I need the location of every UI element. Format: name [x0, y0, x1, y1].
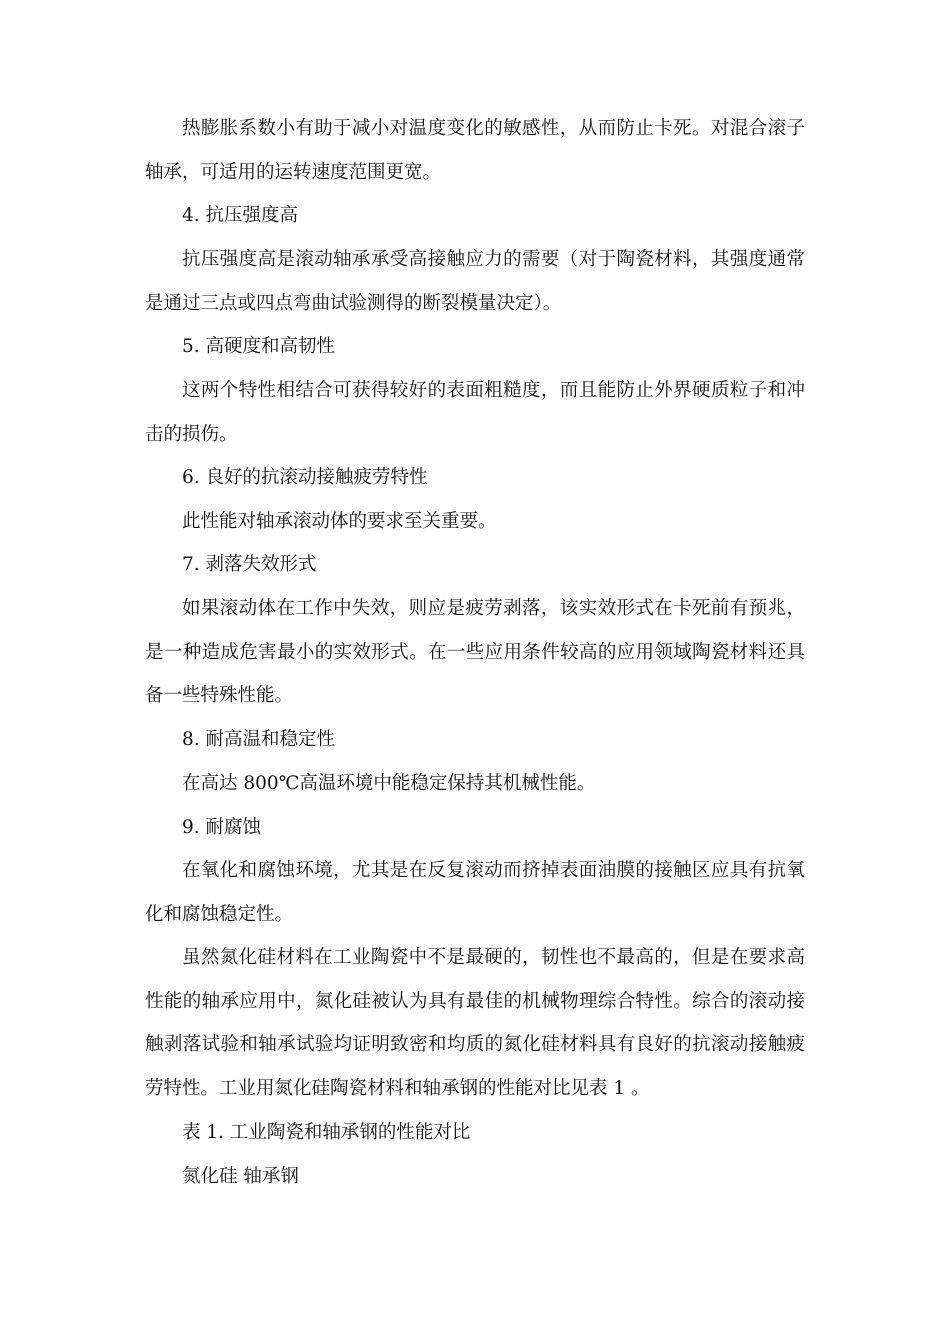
heading-rolling-contact-fatigue: 6. 良好的抗滚动接触疲劳特性	[182, 467, 428, 488]
heading-compressive-strength: 4. 抗压强度高	[182, 205, 299, 226]
heading-corrosion: 9. 耐腐蚀	[182, 817, 262, 838]
table-caption: 表 1. 工业陶瓷和轴承钢的性能对比	[182, 1122, 471, 1143]
heading-hardness-toughness: 5. 高硬度和高韧性	[182, 336, 336, 357]
paragraph-silicon-nitride: 虽然氮化硅材料在工业陶瓷中不是最硬的，韧性也不最高的，但是在要求高性能的轴承应用中，氮化硅被认为具有最佳的机械物理综合特性。综合的滚动接触剥落试验和轴承试验均证明致密和均质的氮化硅材料具有良好的抗滚动接触疲劳特性。工业用氮化硅陶瓷材料和轴承钢的性能对比见表 1 。	[145, 947, 805, 1099]
paragraph-high-temperature: 在高达 800℃高温环境中能稳定保持其机械性能。	[182, 773, 596, 794]
paragraph-thermal-expansion: 热膨胀系数小有助于减小对温度变化的敏感性，从而防止卡死。对混合滚子轴承，可适用的运转速度范围更宽。	[145, 118, 805, 183]
paragraph-compressive-strength: 抗压强度高是滚动轴承承受高接触应力的需要（对于陶瓷材料，其强度通常是通过三点或四点弯曲试验测得的断裂模量决定）。	[145, 249, 805, 314]
paragraph-hardness-toughness: 这两个特性相结合可获得较好的表面粗糙度，而且能防止外界硬质粒子和冲击的损伤。	[145, 380, 805, 445]
table-header-row: 氮化硅 轴承钢	[182, 1166, 299, 1187]
heading-high-temperature: 8. 耐高温和稳定性	[182, 729, 336, 750]
paragraph-corrosion: 在氧化和腐蚀环境，尤其是在反复滚动而挤掉表面油膜的接触区应具有抗氧化和腐蚀稳定性。	[145, 860, 805, 925]
paragraph-rolling-contact-fatigue: 此性能对轴承滚动体的要求至关重要。	[182, 511, 497, 532]
paragraph-spalling-failure: 如果滚动体在工作中失效，则应是疲劳剥落，该实效形式在卡死前有预兆，是一种造成危害最小的实效形式。在一些应用条件较高的应用领域陶瓷材料还具备一些特殊性能。	[145, 598, 805, 706]
heading-spalling-failure: 7. 剥落失效形式	[182, 554, 317, 575]
